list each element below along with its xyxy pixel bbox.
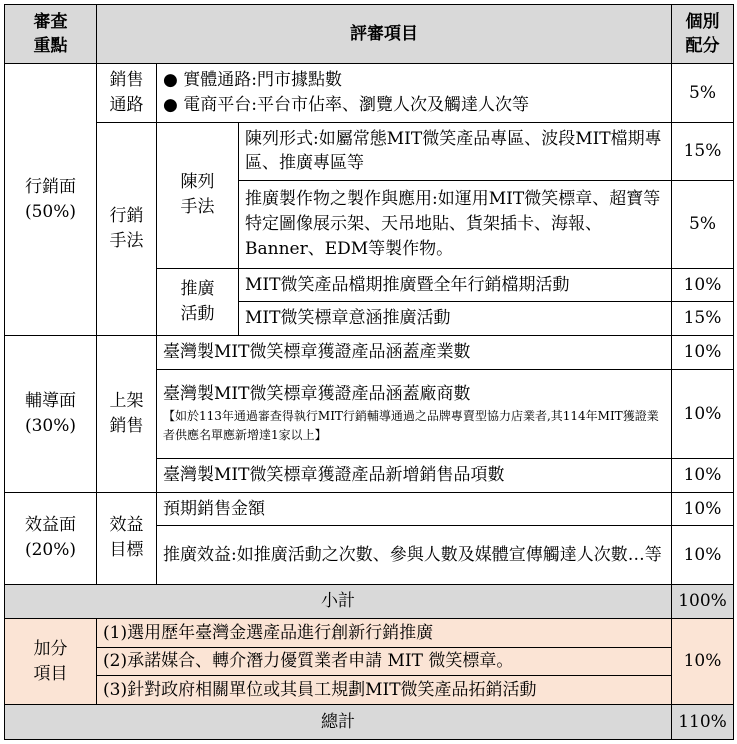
sales-channel-items: [157, 64, 672, 122]
shelf-row-3: 臺灣製MIT微笑標章獲證產品新增銷售品項數: [157, 458, 672, 492]
subtotal-label: 小計: [5, 584, 672, 619]
shelf-row-1: 臺灣製MIT微笑標章獲證產品涵蓋產業數: [157, 336, 672, 370]
target-row-1-score: 10%: [672, 492, 734, 526]
marketing-label: 行銷面 (50%): [5, 64, 97, 336]
header-focus: 審查 重點: [5, 5, 97, 64]
shelf-row-1-score: 10%: [672, 336, 734, 370]
shelf-label: 上架 銷售: [97, 336, 157, 492]
bonus-item-3: (3)針對政府相關單位或其員工規劃MIT微笑產品拓銷活動: [97, 676, 672, 705]
shelf-row-2-text: 臺灣製MIT微笑標章獲證產品涵蓋廠商數: [163, 384, 471, 405]
bonus-item-1: (1)選用歷年臺灣金選產品進行創新行銷推廣: [97, 619, 672, 648]
shelf-row-2-note: 【如於113年通過審查得執行MIT行銷輔導通過之品牌專賣型協力店業者,其114年MIT獲證業者供應名單應新增達1家以上】: [163, 408, 659, 443]
shelf-row-2-score: 10%: [672, 369, 734, 458]
display-row-2: 推廣製作物之製作與應用:如運用MIT微笑標章、超寶等特定圖像展示架、天吊地貼、貨架插卡、海報、Banner、EDM等製作物。: [239, 180, 672, 268]
target-label: 效益 目標: [97, 492, 157, 584]
sales-channel-item: ● 電商平台:平台市佔率、瀏覽人次及觸達人次等: [163, 94, 529, 115]
promotion-row-1: MIT微笑產品檔期推廣暨全年行銷檔期活動: [239, 268, 672, 302]
sales-channel-score: 5%: [672, 64, 734, 122]
evaluation-table: [4, 4, 734, 740]
subtotal-score: 100%: [672, 584, 734, 619]
promotion-label: 推廣 活動: [157, 268, 239, 335]
target-row-2: 推廣效益:如推廣活動之次數、參與人數及媒體宣傳觸達人次數…等: [157, 526, 672, 584]
target-row-1: 預期銷售金額: [157, 492, 672, 526]
guidance-label: 輔導面 (30%): [5, 336, 97, 492]
sales-channel-label: 銷售 通路: [97, 64, 157, 122]
display-label: 陳列 手法: [157, 122, 239, 268]
target-row-2-score: 10%: [672, 526, 734, 584]
display-row-1-score: 15%: [672, 122, 734, 180]
shelf-row-2: [157, 369, 672, 458]
header-items: 評審項目: [97, 5, 672, 64]
header-score: 個別 配分: [672, 5, 734, 64]
display-row-1: 陳列形式:如屬常態MIT微笑產品專區、波段MIT檔期專區、推廣專區等: [239, 122, 672, 180]
bonus-label: 加分 項目: [5, 619, 97, 705]
promotion-row-2: MIT微笑標章意涵推廣活動: [239, 302, 672, 336]
total-label: 總計: [5, 705, 672, 740]
shelf-row-3-score: 10%: [672, 458, 734, 492]
sales-channel-item: ● 實體通路:門市據點數: [163, 70, 342, 91]
benefit-label: 效益面 (20%): [5, 492, 97, 584]
bonus-item-2: (2)承諾媒合、轉介潛力優質業者申請 MIT 微笑標章。: [97, 647, 672, 676]
display-row-2-score: 5%: [672, 180, 734, 268]
marketing-method-label: 行銷 手法: [97, 122, 157, 336]
promotion-row-1-score: 10%: [672, 268, 734, 302]
bonus-score: 10%: [672, 619, 734, 705]
total-score: 110%: [672, 705, 734, 740]
promotion-row-2-score: 15%: [672, 302, 734, 336]
